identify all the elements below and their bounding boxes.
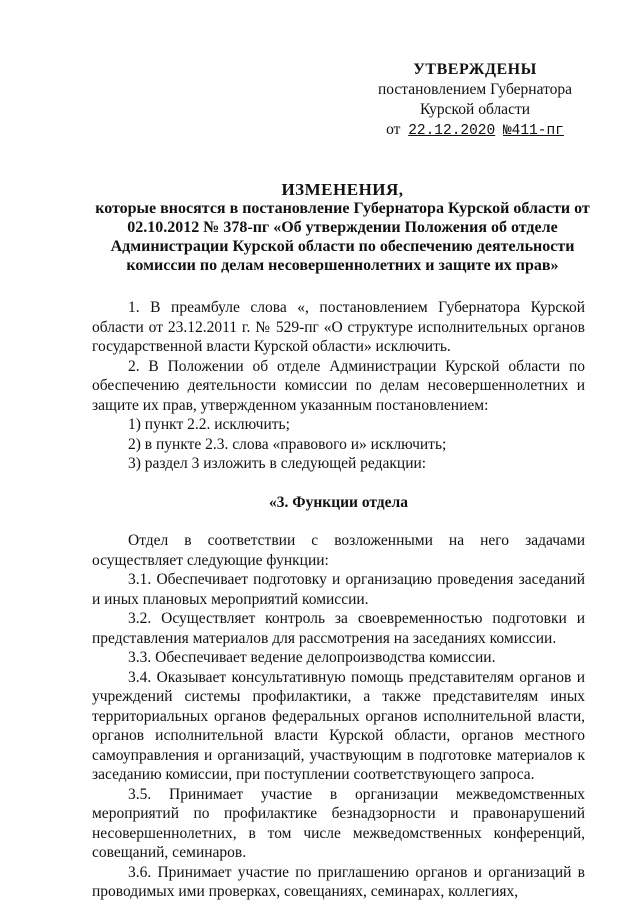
subitem-2: 2) в пункте 2.3. слова «правового и» исключить; <box>128 435 447 453</box>
subitem-3: 3) раздел 3 изложить в следующей редакции: <box>128 455 427 472</box>
approval-title: УТВЕРЖДЕНЫ <box>413 61 537 78</box>
document-heading <box>90 180 595 275</box>
heading-title: ИЗМЕНЕНИЯ, <box>281 180 404 199</box>
approval-date: 22.12.2020 <box>408 123 496 139</box>
approval-line-2: Курской области <box>419 101 531 118</box>
approval-number: №411-пг <box>502 123 564 139</box>
approval-date-row <box>370 120 580 141</box>
function-3-1: 3.1. Обеспечивает подготовку и организацию проведения заседаний и иных плановых мероприятий комиссии. <box>92 571 585 608</box>
document-body <box>92 298 585 902</box>
function-3-5: 3.5. Принимает участие в организации межведомственных мероприятий по профилактике безнадзорности и правонарушений несовершеннолетних, в том числе межведомственных конференций, совещаний, семинаров. <box>92 785 585 861</box>
approval-block <box>370 60 580 141</box>
function-3-3: 3.3. Обеспечивает ведение делопроизводства комиссии. <box>128 649 496 666</box>
item-1: 1. В преамбуле слова «, постановлением Губернатора Курской области от 23.12.2011 г. № 529-пг «О структуре исполнительных органов государственной власти Курской области» исключить. <box>92 299 585 355</box>
approval-line-1: постановлением Губернатора <box>377 81 573 98</box>
section-title: «3. Функции отдела <box>269 493 408 511</box>
section-intro: Отдел в соответствии с возложенными на него задачами осуществляет следующие функции: <box>92 532 585 569</box>
item-2: 2. В Положении об отделе Администрации Курской области по обеспечению деятельности комиссии по делам несовершеннолетних и защите их прав, утвержденном указанным постановлением: <box>92 357 585 414</box>
function-3-6: 3.6. Принимает участие по приглашению органов и организаций в проводимых ими проверках, совещаниях, семинарах, коллегиях, <box>92 863 585 900</box>
approval-date-prefix: от <box>386 121 401 138</box>
function-3-4: 3.4. Оказывает консультативную помощь представителям органов и учреждений системы профилактики, а также представителям иных территориальных органов федеральных органов исполнительной власти, органов исполнительной власти Курской области, органов местного самоуправления и организаций, участвующим в подготовке материалов к заседанию комиссии, при поступлении соответствующего запроса. <box>92 668 585 783</box>
heading-subtitle: которые вносятся в постановление Губернатора Курской области от 02.10.2012 № 378-пг «Об утверждении Положения об отделе Администрации Курской области по обеспечению деятельности комиссии по делам несовершеннолетних и защите их прав» <box>95 200 590 274</box>
subitem-1: 1) пункт 2.2. исключить; <box>128 416 290 433</box>
function-3-2: 3.2. Осуществляет контроль за своевременностью подготовки и представления материалов для рассмотрения на заседаниях комиссии. <box>92 610 585 647</box>
